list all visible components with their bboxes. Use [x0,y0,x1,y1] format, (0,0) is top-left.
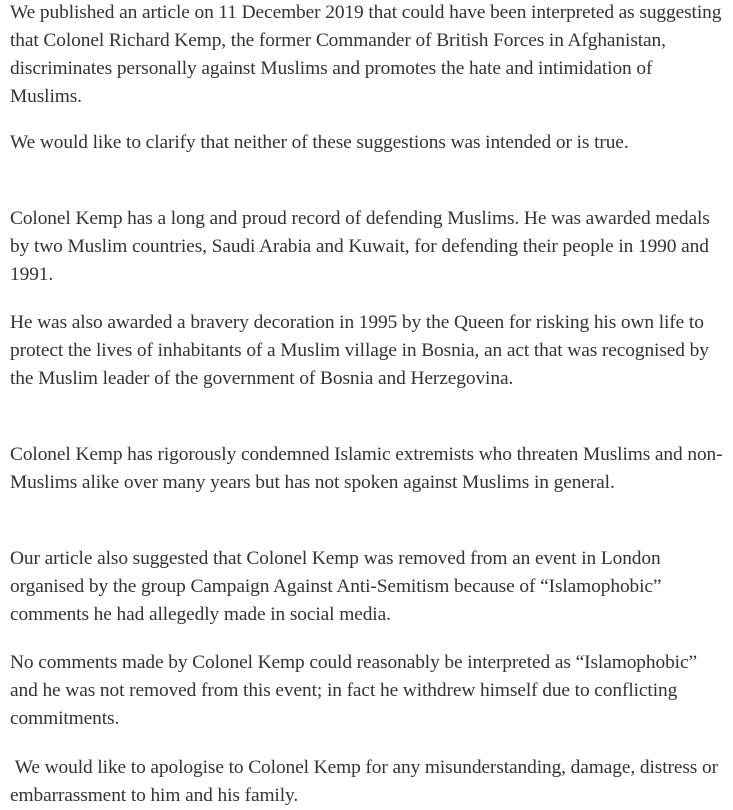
paragraph: Colonel Kemp has rigorously condemned Islamic extremists who threaten Muslims and non-Muslims alike over many years but has not spoken against Muslims in general. [10,444,723,493]
paragraph: He was also awarded a bravery decoration in 1995 by the Queen for risking his own life to protect the lives of inhabitants of a Muslim village in Bosnia, an act that was recognised by the Muslim leader of the government of Bosnia and Herzegovina. [10,312,709,389]
paragraph: We would like to clarify that neither of these suggestions was intended or is true. [10,132,629,153]
paragraph: Colonel Kemp has a long and proud record of defending Muslims. He was awarded medals by two Muslim countries, Saudi Arabia and Kuwait, for defending their people in 1990 and 1991. [10,208,710,285]
paragraph: We would like to apologise to Colonel Kemp for any misunderstanding, damage, distress or embarrassment to him and his family. [10,757,723,806]
paragraph: We published an article on 11 December 2019 that could have been interpreted as suggesting that Colonel Richard Kemp, the former Commander of British Forces in Afghanistan, discriminates personally against Muslims and promotes the hate and intimidation of Muslims. [10,2,722,107]
paragraph: No comments made by Colonel Kemp could reasonably be interpreted as “Islamophobic” and he was not removed from this event; in fact he withdrew himself due to conflicting commitments. [10,652,697,729]
paragraph: Our article also suggested that Colonel Kemp was removed from an event in London organised by the group Campaign Against Anti-Semitism because of “Islamophobic” comments he had allegedly made in social media. [10,548,662,625]
